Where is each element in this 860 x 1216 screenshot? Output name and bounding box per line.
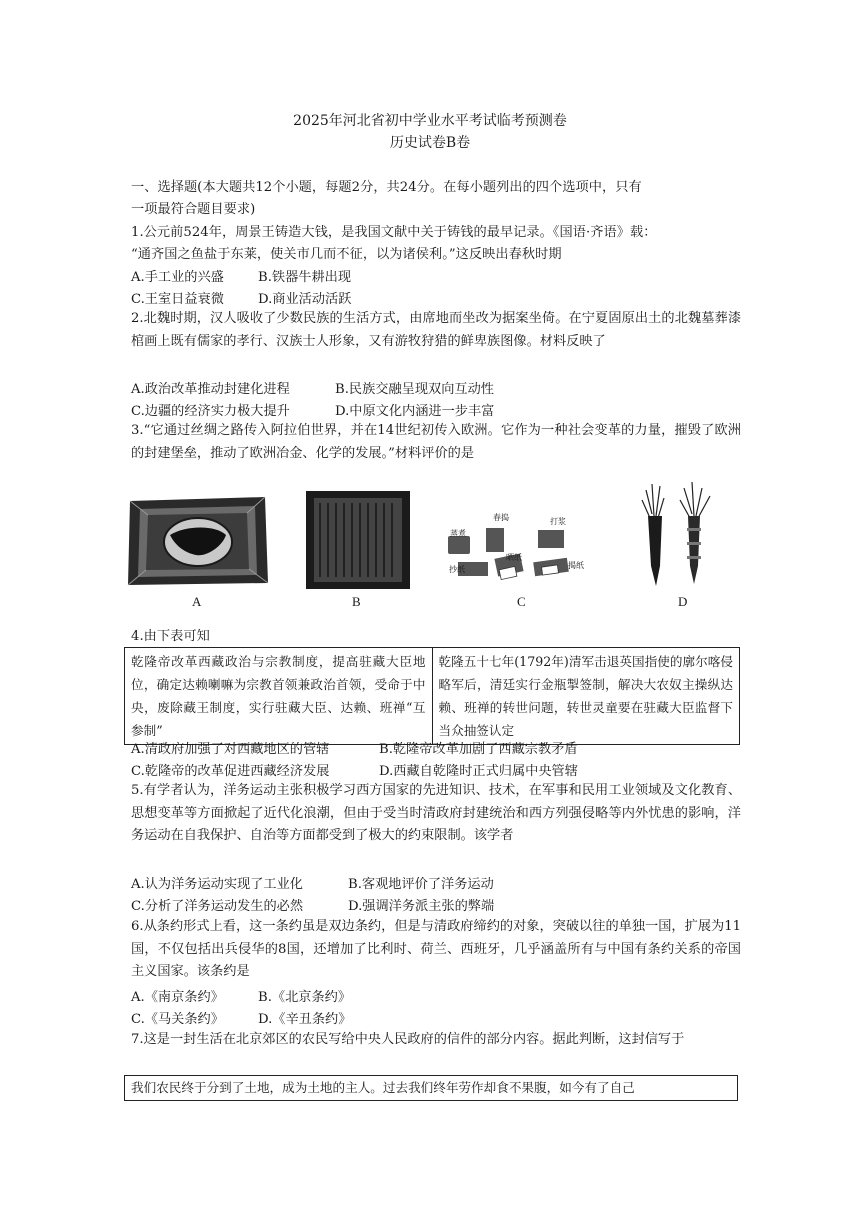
- table-row: [125, 648, 740, 745]
- q6-option-d: D.《辛丑条约》: [258, 1012, 352, 1027]
- q2-option-d: D.中原文化内涵进一步丰富: [335, 404, 495, 419]
- q1-option-d: D.商业活动活跃: [258, 292, 352, 307]
- q1-options-row2: [131, 288, 351, 307]
- q7-stem: 7.这是一封生活在北京郊区的农民写给中央人民政府的信件的部分内容。据此判断，这封信写于: [131, 1032, 685, 1047]
- exam-subtitle: 历史试卷B卷: [389, 135, 471, 151]
- q6-option-c: C.《马关条约》: [131, 1012, 224, 1027]
- process-caption-pounding: 春捣: [493, 513, 509, 522]
- q6-option-a: A.《南京条约》: [131, 990, 224, 1005]
- q5-option-c: C.分析了洋务运动发生的必然: [131, 899, 304, 914]
- image-label-c: C: [517, 594, 526, 609]
- q1-options-row1: [131, 266, 351, 285]
- table-cell-golden-urn: 乾隆五十七年(1792年)清军击退英国指使的廓尔喀侵略军后，清廷实行金瓶掣签制，解决大农奴主操纵达赖、班禅的转世问题，转世灵童要在驻藏大臣监督下当众抽签认定: [432, 648, 740, 745]
- printed-page-image: [306, 491, 410, 589]
- q5-options-row1: [131, 873, 494, 892]
- table-cell-reform: 乾隆帝改革西藏政治与宗教制度，提高驻藏大臣地位，确定达赖喇嘛为宗教首领兼政治首领，受命于中央，废除藏王制度，实行驻藏大臣、达赖、班禅“互参制”: [125, 648, 433, 745]
- q1-stem-cont: “通齐国之鱼盐于东莱，使关市几而不征，以为诸侯利。”这反映出春秋时期: [131, 247, 562, 262]
- q4-options-row2: [131, 760, 578, 779]
- q4-stem: 4.由下表可知: [131, 629, 210, 644]
- q3-stem: 3.“它通过丝绸之路传入阿拉伯世界，并在14世纪初传入欧洲。它作为一种社会变革的力量，摧毁了欧洲的封建堡垒，推动了欧洲冶金、化学的发展。”材料评价的是: [131, 423, 741, 461]
- process-caption-steaming: 蒸煮: [450, 529, 466, 538]
- q5-option-a: A.认为洋务运动实现了工业化: [131, 877, 303, 892]
- q5-stem: 5.有学者认为，洋务运动主张积极学习西方国家的先进知识、技术，在军事和民用工业领域及文化教育、思想变革等方面掀起了近代化浪潮，但由于受当时清政府封建统治和西方列强侵略等内外忧患的影响，洋务运动在自我保护、自治等方面都受到了极大的约束限制。该学者: [131, 783, 741, 843]
- q2-stem: 2.北魏时期，汉人吸收了少数民族的生活方式，由席地而坐改为据案坐倚。在宁夏固原出土的北魏墓葬漆棺画上既有儒家的孝行、汉族士人形象，又有游牧狩猎的鲜卑族图像。材料反映了: [131, 311, 741, 349]
- q6-options-row2: [131, 1008, 351, 1027]
- process-caption-peeling: 揭纸: [568, 561, 584, 570]
- q5-options-row2: [131, 895, 494, 914]
- q4-option-b: B.乾隆帝改革加剧了西藏宗教矛盾: [379, 742, 578, 757]
- q4-options-row1: [131, 738, 578, 757]
- image-label-d: D: [678, 594, 688, 609]
- q6-options-row1: [131, 986, 351, 1005]
- q2-option-c: C.边疆的经济实力极大提升: [131, 404, 290, 419]
- q4-table: [124, 647, 740, 745]
- papermaking-process-image: [438, 510, 594, 588]
- q4-option-c: C.乾隆帝的改革促进西藏经济发展: [131, 764, 330, 779]
- section-heading-cont: 一项最符合题目要求): [131, 202, 256, 217]
- q2-option-a: A.政治改革推动封建化进程: [131, 382, 290, 397]
- exam-title: 2025年河北省初中学业水平考试临考预测卷: [293, 113, 567, 129]
- process-caption-beating: 打浆: [550, 517, 566, 526]
- compass-sinan-image: [126, 495, 269, 587]
- section-heading: 一、选择题(本大题共12个小题，每题2分，共24分。在每小题列出的四个选项中，只有: [131, 180, 642, 195]
- q2-options-row2: [131, 400, 494, 419]
- q5-option-b: B.客观地评价了洋务运动: [348, 877, 494, 892]
- process-caption-drying: 晒纸: [506, 553, 522, 562]
- q1-option-a: A.手工业的兴盛: [131, 270, 224, 285]
- fire-arrows-image: [636, 476, 722, 588]
- q1-option-c: C.王室日益衰微: [131, 292, 224, 307]
- q5-option-d: D.强调洋务派主张的弊端: [348, 899, 495, 914]
- q6-option-b: B.《北京条约》: [258, 990, 352, 1005]
- image-label-b: B: [352, 594, 361, 609]
- q2-options-row1: [131, 378, 494, 397]
- q4-option-a: A.清政府加强了对西藏地区的管辖: [131, 742, 330, 757]
- q6-stem: 6.从条约形式上看，这一条约虽是双边条约，但是与清政府缔约的对象，突破以往的单独一国，扩展为11国，不仅包括出兵侵华的8国，还增加了比利时、荷兰、西班牙，几乎涵盖所有与中国有条约关系的帝国主义国家。该条约是: [131, 919, 741, 979]
- q4-option-d: D.西藏自乾隆时正式归属中央管辖: [379, 764, 578, 779]
- q1-stem: 1.公元前524年，周景王铸造大钱，是我国文献中关于铸钱的最早记录。《国语·齐语》载：: [131, 225, 657, 240]
- q1-option-b: B.铁器牛耕出现: [258, 270, 352, 285]
- q2-option-b: B.民族交融呈现双向互动性: [335, 382, 494, 397]
- image-label-a: A: [192, 594, 202, 609]
- q7-letter-excerpt: 我们农民终于分到了土地，成为土地的主人。过去我们终年劳作却食不果腹，如今有了自己: [124, 1075, 738, 1101]
- process-caption-scooping: 抄纸: [449, 565, 465, 574]
